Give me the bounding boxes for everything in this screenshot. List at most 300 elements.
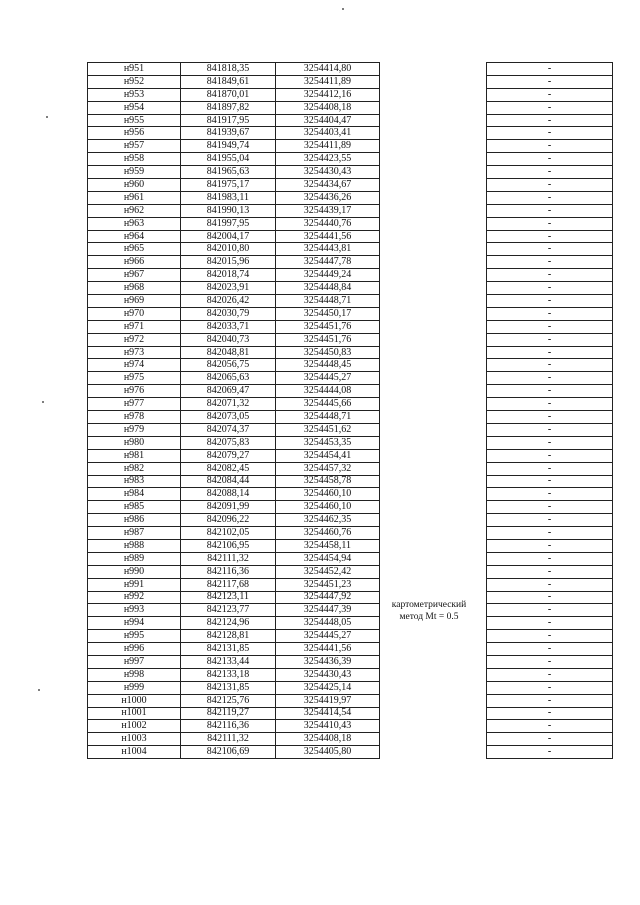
method-cell [380, 243, 487, 256]
x-coordinate-cell: 842069,47 [181, 385, 276, 398]
table-row [88, 694, 613, 707]
point-cell: н969 [88, 295, 181, 308]
x-coordinate-cell: 842131,85 [181, 643, 276, 656]
y-coordinate-cell: 3254440,76 [276, 217, 380, 230]
y-coordinate-cell: 3254451,76 [276, 320, 380, 333]
point-cell: н993 [88, 604, 181, 617]
method-cell [380, 527, 487, 540]
table-row [88, 449, 613, 462]
y-coordinate-cell: 3254452,42 [276, 565, 380, 578]
table-row [88, 153, 613, 166]
point-cell: н978 [88, 411, 181, 424]
error-cell: - [487, 243, 613, 256]
table-row [88, 643, 613, 656]
x-coordinate-cell: 841949,74 [181, 140, 276, 153]
point-cell: н959 [88, 166, 181, 179]
method-cell [380, 346, 487, 359]
error-cell: - [487, 204, 613, 217]
x-coordinate-cell: 842015,96 [181, 256, 276, 269]
x-coordinate-cell: 841975,17 [181, 179, 276, 192]
error-cell: - [487, 449, 613, 462]
y-coordinate-cell: 3254451,23 [276, 578, 380, 591]
point-cell: н995 [88, 630, 181, 643]
y-coordinate-cell: 3254454,94 [276, 552, 380, 565]
y-coordinate-cell: 3254454,41 [276, 449, 380, 462]
y-coordinate-cell: 3254404,47 [276, 114, 380, 127]
x-coordinate-cell: 842079,27 [181, 449, 276, 462]
y-coordinate-cell: 3254439,17 [276, 204, 380, 217]
method-cell [380, 320, 487, 333]
error-cell: - [487, 282, 613, 295]
error-cell: - [487, 333, 613, 346]
error-cell: - [487, 501, 613, 514]
x-coordinate-cell: 842018,74 [181, 269, 276, 282]
point-cell: н975 [88, 372, 181, 385]
table-row [88, 630, 613, 643]
method-cell [380, 179, 487, 192]
method-cell [380, 475, 487, 488]
table-row [88, 462, 613, 475]
point-cell: н997 [88, 655, 181, 668]
table-row [88, 552, 613, 565]
y-coordinate-cell: 3254443,81 [276, 243, 380, 256]
method-cell [380, 630, 487, 643]
y-coordinate-cell: 3254448,71 [276, 411, 380, 424]
scan-speck [342, 8, 344, 10]
y-coordinate-cell: 3254414,54 [276, 707, 380, 720]
table-row [88, 501, 613, 514]
method-cell [380, 307, 487, 320]
method-cell [380, 230, 487, 243]
table-row [88, 488, 613, 501]
table-row [88, 655, 613, 668]
error-cell: - [487, 269, 613, 282]
x-coordinate-cell: 842106,69 [181, 746, 276, 759]
x-coordinate-cell: 842131,85 [181, 681, 276, 694]
method-cell [380, 114, 487, 127]
y-coordinate-cell: 3254447,78 [276, 256, 380, 269]
y-coordinate-cell: 3254449,24 [276, 269, 380, 282]
point-cell: н974 [88, 359, 181, 372]
x-coordinate-cell: 842065,63 [181, 372, 276, 385]
point-cell: н960 [88, 179, 181, 192]
x-coordinate-cell: 841939,67 [181, 127, 276, 140]
x-coordinate-cell: 842124,96 [181, 617, 276, 630]
point-cell: н980 [88, 436, 181, 449]
error-cell: - [487, 88, 613, 101]
method-cell [380, 501, 487, 514]
table-row [88, 320, 613, 333]
method-cell [380, 204, 487, 217]
table-row [88, 230, 613, 243]
error-cell: - [487, 423, 613, 436]
table-row [88, 269, 613, 282]
method-cell [380, 269, 487, 282]
scan-speck [38, 689, 40, 691]
method-cell [380, 462, 487, 475]
table-row [88, 733, 613, 746]
method-cell [380, 436, 487, 449]
table-row [88, 75, 613, 88]
y-coordinate-cell: 3254445,27 [276, 630, 380, 643]
y-coordinate-cell: 3254445,27 [276, 372, 380, 385]
x-coordinate-cell: 841849,61 [181, 75, 276, 88]
error-cell: - [487, 475, 613, 488]
point-cell: н986 [88, 514, 181, 527]
error-cell: - [487, 63, 613, 76]
table-row [88, 140, 613, 153]
error-cell: - [487, 217, 613, 230]
x-coordinate-cell: 842111,32 [181, 552, 276, 565]
method-note-line-1: картометрический [391, 600, 467, 610]
y-coordinate-cell: 3254430,43 [276, 166, 380, 179]
method-cell [380, 707, 487, 720]
table-row [88, 411, 613, 424]
method-cell [380, 295, 487, 308]
method-cell [380, 423, 487, 436]
x-coordinate-cell: 842133,18 [181, 668, 276, 681]
x-coordinate-cell: 842123,77 [181, 604, 276, 617]
error-cell: - [487, 101, 613, 114]
point-cell: н961 [88, 191, 181, 204]
y-coordinate-cell: 3254425,14 [276, 681, 380, 694]
point-cell: н990 [88, 565, 181, 578]
point-cell: н966 [88, 256, 181, 269]
error-cell: - [487, 552, 613, 565]
point-cell: н971 [88, 320, 181, 333]
point-cell: н953 [88, 88, 181, 101]
error-cell: - [487, 707, 613, 720]
table-row [88, 423, 613, 436]
y-coordinate-cell: 3254448,71 [276, 295, 380, 308]
error-cell: - [487, 694, 613, 707]
coordinates-table [87, 62, 613, 759]
y-coordinate-cell: 3254450,17 [276, 307, 380, 320]
y-coordinate-cell: 3254445,66 [276, 398, 380, 411]
point-cell: н954 [88, 101, 181, 114]
point-cell: н989 [88, 552, 181, 565]
table-row [88, 127, 613, 140]
y-coordinate-cell: 3254462,35 [276, 514, 380, 527]
error-cell: - [487, 514, 613, 527]
x-coordinate-cell: 842084,44 [181, 475, 276, 488]
table-row [88, 114, 613, 127]
error-cell: - [487, 643, 613, 656]
table-row [88, 436, 613, 449]
method-cell [380, 359, 487, 372]
y-coordinate-cell: 3254447,92 [276, 591, 380, 604]
x-coordinate-cell: 841955,04 [181, 153, 276, 166]
x-coordinate-cell: 842088,14 [181, 488, 276, 501]
method-cell [380, 88, 487, 101]
method-cell [380, 101, 487, 114]
x-coordinate-cell: 841983,11 [181, 191, 276, 204]
method-cell [380, 398, 487, 411]
x-coordinate-cell: 841897,82 [181, 101, 276, 114]
error-cell: - [487, 527, 613, 540]
y-coordinate-cell: 3254405,80 [276, 746, 380, 759]
y-coordinate-cell: 3254403,41 [276, 127, 380, 140]
point-cell: н970 [88, 307, 181, 320]
method-cell [380, 539, 487, 552]
table-row [88, 204, 613, 217]
y-coordinate-cell: 3254460,76 [276, 527, 380, 540]
y-coordinate-cell: 3254441,56 [276, 230, 380, 243]
method-cell [380, 720, 487, 733]
y-coordinate-cell: 3254408,18 [276, 733, 380, 746]
error-cell: - [487, 153, 613, 166]
method-cell [380, 217, 487, 230]
table-row [88, 514, 613, 527]
table-row [88, 475, 613, 488]
error-cell: - [487, 720, 613, 733]
method-cell [380, 140, 487, 153]
point-cell: н972 [88, 333, 181, 346]
point-cell: н957 [88, 140, 181, 153]
point-cell: н999 [88, 681, 181, 694]
error-cell: - [487, 140, 613, 153]
method-cell [380, 488, 487, 501]
x-coordinate-cell: 842091,99 [181, 501, 276, 514]
error-cell: - [487, 179, 613, 192]
method-cell [380, 694, 487, 707]
table-row [88, 256, 613, 269]
y-coordinate-cell: 3254411,89 [276, 75, 380, 88]
x-coordinate-cell: 841870,01 [181, 88, 276, 101]
error-cell: - [487, 75, 613, 88]
y-coordinate-cell: 3254451,62 [276, 423, 380, 436]
method-cell [380, 372, 487, 385]
error-cell: - [487, 359, 613, 372]
table-row [88, 617, 613, 630]
x-coordinate-cell: 842004,17 [181, 230, 276, 243]
point-cell: н976 [88, 385, 181, 398]
point-cell: н982 [88, 462, 181, 475]
y-coordinate-cell: 3254448,05 [276, 617, 380, 630]
error-cell: - [487, 604, 613, 617]
x-coordinate-cell: 841997,95 [181, 217, 276, 230]
error-cell: - [487, 191, 613, 204]
table-row [88, 527, 613, 540]
method-cell [380, 166, 487, 179]
table-row [88, 217, 613, 230]
point-cell: н968 [88, 282, 181, 295]
x-coordinate-cell: 842030,79 [181, 307, 276, 320]
table-row [88, 295, 613, 308]
y-coordinate-cell: 3254450,83 [276, 346, 380, 359]
table-row [88, 681, 613, 694]
point-cell: н979 [88, 423, 181, 436]
x-coordinate-cell: 842106,95 [181, 539, 276, 552]
table-row [88, 398, 613, 411]
method-cell [380, 655, 487, 668]
y-coordinate-cell: 3254448,84 [276, 282, 380, 295]
y-coordinate-cell: 3254447,39 [276, 604, 380, 617]
error-cell: - [487, 346, 613, 359]
method-cell [380, 449, 487, 462]
y-coordinate-cell: 3254453,35 [276, 436, 380, 449]
table-row [88, 346, 613, 359]
x-coordinate-cell: 842133,44 [181, 655, 276, 668]
x-coordinate-cell: 842119,27 [181, 707, 276, 720]
error-cell: - [487, 230, 613, 243]
method-cell [380, 565, 487, 578]
point-cell: н996 [88, 643, 181, 656]
table-row [88, 179, 613, 192]
table-row [88, 591, 613, 604]
error-cell: - [487, 398, 613, 411]
error-cell: - [487, 295, 613, 308]
x-coordinate-cell: 841917,95 [181, 114, 276, 127]
y-coordinate-cell: 3254451,76 [276, 333, 380, 346]
error-cell: - [487, 630, 613, 643]
method-cell [380, 578, 487, 591]
table-row [88, 668, 613, 681]
error-cell: - [487, 462, 613, 475]
point-cell: н991 [88, 578, 181, 591]
point-cell: н967 [88, 269, 181, 282]
x-coordinate-cell: 842123,11 [181, 591, 276, 604]
error-cell: - [487, 565, 613, 578]
point-cell: н988 [88, 539, 181, 552]
y-coordinate-cell: 3254436,26 [276, 191, 380, 204]
y-coordinate-cell: 3254408,18 [276, 101, 380, 114]
point-cell: н952 [88, 75, 181, 88]
table-row [88, 63, 613, 76]
method-cell [380, 127, 487, 140]
x-coordinate-cell: 842074,37 [181, 423, 276, 436]
table-row [88, 578, 613, 591]
table-row [88, 720, 613, 733]
y-coordinate-cell: 3254458,78 [276, 475, 380, 488]
point-cell: н965 [88, 243, 181, 256]
x-coordinate-cell: 842117,68 [181, 578, 276, 591]
coordinates-table-body [88, 63, 613, 759]
table-row [88, 565, 613, 578]
scan-speck [42, 401, 44, 403]
point-cell: н1004 [88, 746, 181, 759]
error-cell: - [487, 746, 613, 759]
y-coordinate-cell: 3254448,45 [276, 359, 380, 372]
error-cell: - [487, 733, 613, 746]
point-cell: н983 [88, 475, 181, 488]
method-note [378, 600, 480, 624]
table-row [88, 604, 613, 617]
table-row [88, 707, 613, 720]
method-cell [380, 552, 487, 565]
error-cell: - [487, 539, 613, 552]
point-cell: н994 [88, 617, 181, 630]
table-row [88, 539, 613, 552]
x-coordinate-cell: 842075,83 [181, 436, 276, 449]
y-coordinate-cell: 3254444,08 [276, 385, 380, 398]
table-row [88, 101, 613, 114]
table-row [88, 746, 613, 759]
point-cell: н992 [88, 591, 181, 604]
x-coordinate-cell: 842071,32 [181, 398, 276, 411]
x-coordinate-cell: 842125,76 [181, 694, 276, 707]
table-row [88, 166, 613, 179]
y-coordinate-cell: 3254441,56 [276, 643, 380, 656]
error-cell: - [487, 668, 613, 681]
error-cell: - [487, 591, 613, 604]
method-cell [380, 681, 487, 694]
y-coordinate-cell: 3254458,11 [276, 539, 380, 552]
method-cell [380, 153, 487, 166]
method-cell [380, 733, 487, 746]
table-row [88, 385, 613, 398]
method-cell [380, 514, 487, 527]
table-row [88, 372, 613, 385]
method-cell [380, 191, 487, 204]
error-cell: - [487, 655, 613, 668]
y-coordinate-cell: 3254412,16 [276, 88, 380, 101]
x-coordinate-cell: 841965,63 [181, 166, 276, 179]
x-coordinate-cell: 842073,05 [181, 411, 276, 424]
method-cell [380, 643, 487, 656]
x-coordinate-cell: 842010,80 [181, 243, 276, 256]
scan-speck [46, 116, 48, 118]
error-cell: - [487, 617, 613, 630]
table-row [88, 243, 613, 256]
error-cell: - [487, 411, 613, 424]
y-coordinate-cell: 3254411,89 [276, 140, 380, 153]
table-row [88, 333, 613, 346]
error-cell: - [487, 385, 613, 398]
error-cell: - [487, 436, 613, 449]
point-cell: н963 [88, 217, 181, 230]
method-cell [380, 668, 487, 681]
point-cell: н973 [88, 346, 181, 359]
y-coordinate-cell: 3254430,43 [276, 668, 380, 681]
error-cell: - [487, 681, 613, 694]
method-cell [380, 411, 487, 424]
point-cell: н981 [88, 449, 181, 462]
method-cell [380, 256, 487, 269]
method-cell [380, 333, 487, 346]
point-cell: н958 [88, 153, 181, 166]
x-coordinate-cell: 842102,05 [181, 527, 276, 540]
y-coordinate-cell: 3254414,80 [276, 63, 380, 76]
x-coordinate-cell: 842033,71 [181, 320, 276, 333]
table-row [88, 191, 613, 204]
x-coordinate-cell: 842040,73 [181, 333, 276, 346]
y-coordinate-cell: 3254460,10 [276, 488, 380, 501]
point-cell: н956 [88, 127, 181, 140]
method-cell [380, 63, 487, 76]
point-cell: н998 [88, 668, 181, 681]
y-coordinate-cell: 3254410,43 [276, 720, 380, 733]
point-cell: н985 [88, 501, 181, 514]
error-cell: - [487, 372, 613, 385]
error-cell: - [487, 256, 613, 269]
method-cell [380, 75, 487, 88]
point-cell: н1001 [88, 707, 181, 720]
x-coordinate-cell: 842048,81 [181, 346, 276, 359]
method-cell [380, 746, 487, 759]
error-cell: - [487, 488, 613, 501]
point-cell: н987 [88, 527, 181, 540]
table-row [88, 88, 613, 101]
point-cell: н1002 [88, 720, 181, 733]
point-cell: н964 [88, 230, 181, 243]
table-row [88, 282, 613, 295]
point-cell: н984 [88, 488, 181, 501]
error-cell: - [487, 578, 613, 591]
method-note-line-2: метод Mt = 0.5 [399, 611, 459, 622]
x-coordinate-cell: 842096,22 [181, 514, 276, 527]
x-coordinate-cell: 841990,13 [181, 204, 276, 217]
